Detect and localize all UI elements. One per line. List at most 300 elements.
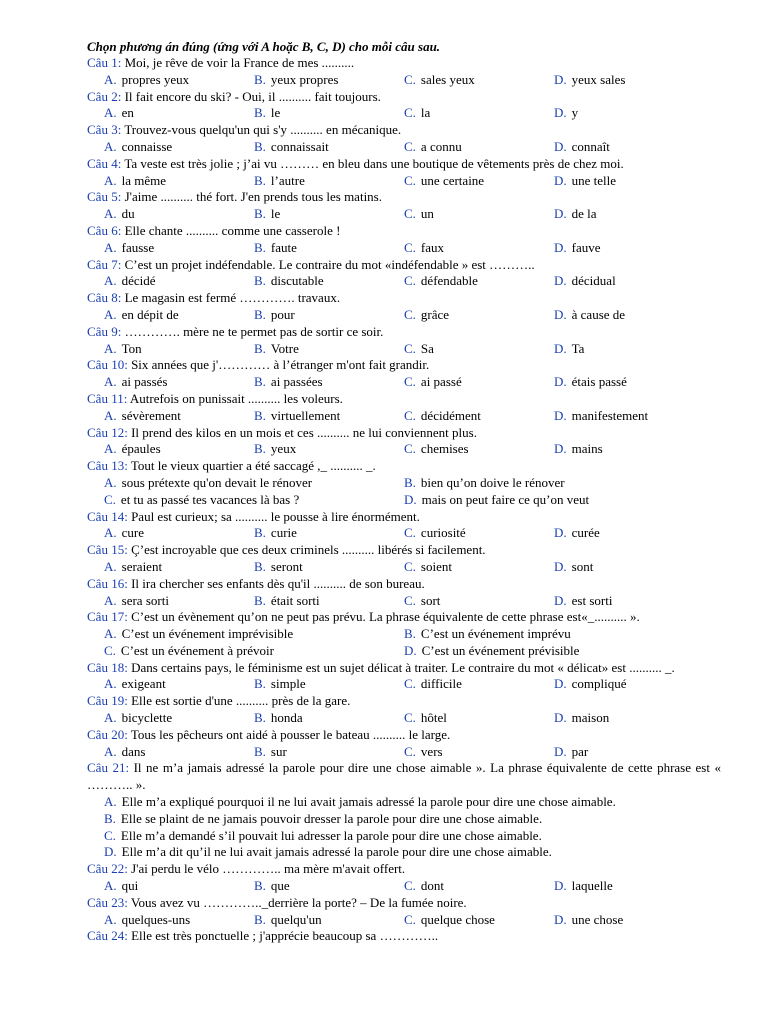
option-text: C’est un événement prévisible (421, 642, 580, 658)
option-text: quelqu'un (270, 911, 322, 927)
option-text: yeux propres (270, 71, 339, 87)
option-d[interactable] (554, 878, 613, 895)
option-text: curiosité (420, 525, 466, 541)
option-c[interactable] (104, 492, 404, 509)
question-text: Elle est très ponctuelle ; j'apprécie beaucoup sa ………….. (127, 928, 439, 944)
question-1 (87, 55, 721, 72)
question-text: Tout le vieux quartier a été saccagé ,_ .......... _. (127, 458, 376, 474)
option-c[interactable] (404, 273, 554, 290)
option-text: propres yeux (121, 71, 190, 87)
option-text: une telle (571, 172, 617, 188)
question-text: Le magasin est fermé …………. travaux. (121, 290, 341, 306)
question-number: Câu 10: (87, 357, 128, 373)
option-text: dont (420, 878, 445, 894)
option-letter: B. (254, 441, 266, 457)
option-d[interactable] (554, 206, 597, 223)
option-letter: C. (404, 407, 416, 423)
question-22 (87, 861, 721, 878)
option-text: compliqué (571, 676, 627, 692)
option-text: faute (270, 239, 297, 255)
option-text: connaissait (270, 138, 329, 154)
question-number: Câu 7: (87, 256, 122, 272)
option-b[interactable] (254, 105, 404, 122)
option-letter: D. (554, 374, 567, 390)
option-letter: B. (254, 374, 266, 390)
option-c[interactable] (404, 441, 554, 458)
question-11 (87, 391, 721, 408)
option-text: bicyclette (121, 710, 173, 726)
option-b[interactable] (254, 72, 404, 89)
option-text: dans (121, 743, 146, 759)
option-a[interactable] (104, 341, 254, 358)
option-letter: B. (254, 911, 266, 927)
option-d[interactable] (404, 492, 704, 509)
option-a[interactable] (104, 408, 254, 425)
option-text: décidual (571, 273, 616, 289)
option-text: sort (420, 592, 441, 608)
question-text: Trouvez-vous quelqu'un qui s'y .......... en mécanique. (121, 122, 402, 138)
option-a[interactable] (104, 139, 254, 156)
option-text: défendable (420, 273, 478, 289)
option-text: la même (121, 172, 167, 188)
option-letter: D. (554, 743, 567, 759)
question-18 (87, 660, 721, 677)
option-a[interactable] (104, 878, 254, 895)
option-d[interactable] (554, 408, 648, 425)
options-row (87, 878, 721, 895)
option-d[interactable] (554, 374, 627, 391)
question-number: Câu 20: (87, 726, 128, 742)
options-row (87, 206, 721, 223)
option-letter: D. (554, 441, 567, 457)
option-text: C’est un événement imprévu (420, 626, 571, 642)
option-c[interactable] (404, 341, 554, 358)
option-c[interactable] (404, 72, 554, 89)
question-text: Six années que j'………… à l’étranger m'ont fait grandir. (127, 357, 430, 373)
option-text: une certaine (420, 172, 485, 188)
option-text: a connu (420, 138, 462, 154)
option-text: simple (270, 676, 306, 692)
options-row (87, 559, 721, 576)
option-text: le (270, 206, 281, 222)
option-c[interactable] (404, 593, 554, 610)
option-letter: B. (254, 525, 266, 541)
option-text: sont (571, 558, 594, 574)
option-text: mains (571, 441, 603, 457)
option-letter: D. (554, 306, 567, 322)
option-c[interactable] (404, 139, 554, 156)
option-b[interactable] (404, 475, 704, 492)
option-d[interactable] (104, 844, 721, 861)
option-letter: D. (554, 525, 567, 541)
option-text: difficile (420, 676, 462, 692)
question-text: Vous avez vu ………….._derrière la porte? – De la fumée noire. (127, 894, 467, 910)
option-text: soient (420, 558, 452, 574)
options-row (87, 676, 721, 693)
question-3 (87, 122, 721, 139)
option-b[interactable] (254, 240, 404, 257)
question-23 (87, 895, 721, 912)
option-a[interactable] (104, 105, 254, 122)
option-letter: D. (104, 844, 117, 860)
option-letter: B. (254, 71, 266, 87)
option-a[interactable] (104, 273, 254, 290)
option-letter: B. (254, 105, 266, 121)
options-row (87, 643, 721, 660)
options-row (87, 72, 721, 89)
option-letter: B. (104, 810, 116, 826)
question-number: Câu 4: (87, 155, 122, 171)
question-number: Câu 16: (87, 575, 128, 591)
option-c[interactable] (404, 559, 554, 576)
question-20 (87, 727, 721, 744)
options-row (87, 626, 721, 643)
option-text: sera sorti (121, 592, 169, 608)
option-letter: D. (554, 105, 567, 121)
option-letter: C. (404, 743, 416, 759)
options-row (87, 744, 721, 761)
question-number: Câu 11: (87, 390, 128, 406)
option-a[interactable] (104, 307, 254, 324)
option-text: décidément (420, 407, 481, 423)
question-number: Câu 24: (87, 928, 128, 944)
option-text: seraient (121, 558, 163, 574)
option-text: étais passé (571, 374, 627, 390)
option-text: Votre (270, 340, 299, 356)
option-b[interactable] (254, 525, 404, 542)
option-a[interactable] (104, 475, 404, 492)
option-text: la (420, 105, 431, 121)
question-number: Câu 8: (87, 290, 122, 306)
option-text: cure (121, 525, 145, 541)
option-text: est sorti (571, 592, 613, 608)
option-text: par (571, 743, 589, 759)
option-b[interactable] (254, 374, 404, 391)
option-b[interactable] (404, 626, 704, 643)
option-text: virtuellement (270, 407, 341, 423)
option-a[interactable] (104, 240, 254, 257)
option-letter: C. (404, 676, 416, 692)
option-d[interactable] (554, 559, 593, 576)
option-a[interactable] (104, 173, 254, 190)
option-d[interactable] (554, 912, 623, 929)
option-c[interactable] (404, 105, 554, 122)
option-b[interactable] (254, 441, 404, 458)
option-d[interactable] (554, 139, 610, 156)
question-text: …………. mère ne te permet pas de sortir ce soir. (121, 323, 384, 339)
option-a[interactable] (104, 593, 254, 610)
options-row (87, 240, 721, 257)
option-text: ai passés (121, 374, 168, 390)
option-letter: D. (554, 407, 567, 423)
question-text: Il prend des kilos en un mois et ces .......... ne lui conviennent plus. (127, 424, 477, 440)
option-b[interactable] (254, 912, 404, 929)
options-row (87, 492, 721, 509)
option-b[interactable] (254, 341, 404, 358)
option-d[interactable] (554, 72, 625, 89)
option-text: décidé (121, 273, 156, 289)
question-number: Câu 2: (87, 88, 122, 104)
option-letter: C. (404, 172, 416, 188)
option-text: yeux (270, 441, 297, 457)
option-letter: D. (554, 239, 567, 255)
option-letter: B. (254, 407, 266, 423)
option-letter: C. (404, 105, 416, 121)
option-letter: A. (104, 105, 117, 121)
option-b[interactable] (254, 173, 404, 190)
question-text: Il fait encore du ski? - Oui, il .......... fait toujours. (121, 88, 381, 104)
question-number: Câu 19: (87, 693, 128, 709)
option-letter: D. (554, 71, 567, 87)
option-letter: D. (554, 206, 567, 222)
option-c[interactable] (104, 828, 721, 845)
option-text: Sa (420, 340, 434, 356)
question-text: Moi, je rêve de voir la France de mes .......... (121, 55, 355, 70)
option-letter: C. (404, 911, 416, 927)
option-d[interactable] (554, 525, 600, 542)
question-8 (87, 290, 721, 307)
option-c[interactable] (404, 206, 554, 223)
option-text: bien qu’on doive le rénover (420, 474, 565, 490)
option-text: connaisse (121, 138, 173, 154)
option-c[interactable] (104, 643, 404, 660)
option-text: curée (571, 525, 600, 541)
option-d[interactable] (404, 643, 704, 660)
option-letter: B. (254, 878, 266, 894)
option-a[interactable] (104, 676, 254, 693)
option-b[interactable] (104, 811, 721, 828)
options-row (87, 307, 721, 324)
question-number: Câu 23: (87, 894, 128, 910)
question-19 (87, 693, 721, 710)
instructions-title: Chọn phương án đúng (ứng với A hoặc B, C, D) cho mỗi câu sau. (87, 39, 441, 54)
option-letter: A. (104, 911, 117, 927)
option-a[interactable] (104, 912, 254, 929)
option-text: quelques-uns (121, 911, 191, 927)
option-d[interactable] (554, 173, 616, 190)
document (87, 38, 721, 945)
option-text: ai passées (270, 374, 323, 390)
options-row (87, 912, 721, 929)
option-b[interactable] (254, 878, 404, 895)
option-letter: D. (554, 710, 567, 726)
question-text: Il ira chercher ses enfants dès qu'il .......... de son bureau. (127, 575, 425, 591)
option-text: C’est un événement imprévisible (121, 626, 294, 642)
option-a[interactable] (104, 206, 254, 223)
option-text: sur (270, 743, 287, 759)
option-c[interactable] (404, 710, 554, 727)
option-text: de la (571, 206, 597, 222)
option-d[interactable] (554, 676, 627, 693)
option-letter: C. (104, 491, 116, 507)
option-d[interactable] (554, 273, 616, 290)
option-letter: D. (554, 911, 567, 927)
question-text: C’est un évènement qu’on ne peut pas prévu. La phrase équivalente de cette phrase est«_.......... ». (127, 609, 640, 625)
question-text: Il ne m’a jamais adressé la parole pour dire une chose aimable ». La phrase équivalente de cette phrase est « ……….. ». (87, 760, 721, 793)
option-letter: C. (404, 374, 416, 390)
question-number: Câu 13: (87, 458, 128, 474)
option-d[interactable] (554, 593, 612, 610)
option-text: pour (270, 306, 295, 322)
option-a[interactable] (104, 525, 254, 542)
option-text: Elle m’a expliqué pourquoi il ne lui avait jamais adressé la parole pour dire une chose aimable. (121, 794, 616, 810)
option-c[interactable] (404, 374, 554, 391)
option-b[interactable] (254, 408, 404, 425)
option-letter: B. (254, 558, 266, 574)
question-4 (87, 156, 721, 173)
option-letter: B. (254, 306, 266, 322)
option-a[interactable] (104, 626, 404, 643)
option-c[interactable] (404, 408, 554, 425)
option-a[interactable] (104, 72, 254, 89)
option-letter: C. (404, 558, 416, 574)
option-letter: A. (104, 676, 117, 692)
option-letter: A. (104, 592, 117, 608)
option-text: un (420, 206, 434, 222)
option-c[interactable] (404, 676, 554, 693)
option-a[interactable] (104, 744, 254, 761)
options-row (87, 341, 721, 358)
option-letter: A. (104, 878, 117, 894)
option-a[interactable] (104, 794, 721, 811)
option-c[interactable] (404, 878, 554, 895)
option-c[interactable] (404, 912, 554, 929)
question-text: Ç’est incroyable que ces deux criminels .......... libérés si facilement. (127, 542, 486, 558)
option-text: yeux sales (571, 71, 626, 87)
option-text: Ton (121, 340, 142, 356)
option-text: quelque chose (420, 911, 495, 927)
option-letter: A. (104, 626, 117, 642)
option-text: seront (270, 558, 303, 574)
option-text: fauve (571, 239, 601, 255)
option-text: maison (571, 710, 610, 726)
option-text: mais on peut faire ce qu’on veut (421, 491, 590, 507)
options-row (87, 593, 721, 610)
option-text: hôtel (420, 710, 447, 726)
option-b[interactable] (254, 744, 404, 761)
option-b[interactable] (254, 559, 404, 576)
option-letter: C. (104, 642, 116, 658)
option-letter: A. (104, 340, 117, 356)
option-text: C’est un événement à prévoir (120, 642, 274, 658)
option-d[interactable] (554, 105, 578, 122)
option-a[interactable] (104, 441, 254, 458)
option-text: fausse (121, 239, 155, 255)
option-d[interactable] (554, 710, 609, 727)
option-text: grâce (420, 306, 450, 322)
option-text: sévèrement (121, 407, 181, 423)
option-d[interactable] (554, 307, 625, 324)
option-b[interactable] (254, 139, 404, 156)
option-a[interactable] (104, 374, 254, 391)
question-number: Câu 21: (87, 760, 130, 776)
option-letter: A. (104, 71, 117, 87)
question-9 (87, 324, 721, 341)
question-14 (87, 509, 721, 526)
question-number: Câu 14: (87, 508, 128, 524)
option-d[interactable] (554, 744, 588, 761)
options-row (87, 105, 721, 122)
option-d[interactable] (554, 240, 601, 257)
option-letter: A. (104, 710, 117, 726)
option-d[interactable] (554, 441, 603, 458)
option-letter: B. (404, 474, 416, 490)
option-letter: B. (254, 710, 266, 726)
option-c[interactable] (404, 525, 554, 542)
option-letter: C. (404, 239, 416, 255)
option-text: ai passé (420, 374, 462, 390)
option-letter: C. (404, 525, 416, 541)
option-letter: B. (254, 239, 266, 255)
option-text: discutable (270, 273, 324, 289)
option-letter: A. (104, 138, 117, 154)
question-text: Tous les pêcheurs ont aidé à pousser le bateau .......... le large. (127, 726, 451, 742)
option-text: chemises (420, 441, 469, 457)
option-b[interactable] (254, 710, 404, 727)
option-letter: A. (104, 306, 117, 322)
option-letter: D. (404, 491, 417, 507)
option-b[interactable] (254, 206, 404, 223)
option-text: faux (420, 239, 445, 255)
option-b[interactable] (254, 593, 404, 610)
question-7 (87, 257, 721, 274)
question-15 (87, 542, 721, 559)
option-letter: C. (404, 878, 416, 894)
option-letter: D. (554, 592, 567, 608)
option-letter: B. (254, 206, 266, 222)
option-b[interactable] (254, 307, 404, 324)
option-text: Elle se plaint de ne jamais pouvoir dresser la parole pour dire une chose aimable. (120, 810, 543, 826)
option-c[interactable] (404, 173, 554, 190)
options-row (87, 139, 721, 156)
option-letter: A. (104, 474, 117, 490)
option-letter: A. (104, 374, 117, 390)
option-b[interactable] (254, 676, 404, 693)
option-text: laquelle (571, 878, 613, 894)
question-text: Ta veste est très jolie ; j’ai vu ……… en bleu dans une boutique de vêtements près de chez moi. (121, 155, 624, 171)
option-d[interactable] (554, 341, 584, 358)
option-a[interactable] (104, 710, 254, 727)
option-letter: D. (404, 642, 417, 658)
option-text: vers (420, 743, 443, 759)
question-number: Câu 15: (87, 542, 128, 558)
option-text: était sorti (270, 592, 320, 608)
question-5 (87, 189, 721, 206)
option-letter: D. (554, 172, 567, 188)
question-2 (87, 89, 721, 106)
option-c[interactable] (404, 240, 554, 257)
question-list (87, 55, 721, 945)
option-text: y (571, 105, 579, 121)
option-letter: A. (104, 558, 117, 574)
options-stack (87, 794, 721, 861)
option-letter: D. (554, 138, 567, 154)
option-c[interactable] (404, 307, 554, 324)
options-row (87, 525, 721, 542)
option-text: une chose (571, 911, 624, 927)
option-letter: C. (404, 306, 416, 322)
option-b[interactable] (254, 273, 404, 290)
option-text: qui (121, 878, 139, 894)
option-c[interactable] (404, 744, 554, 761)
option-a[interactable] (104, 559, 254, 576)
question-text: J'aime .......... thé fort. J'en prends tous les matins. (121, 189, 382, 205)
option-letter: D. (554, 340, 567, 356)
question-17 (87, 609, 721, 626)
option-text: épaules (121, 441, 161, 457)
option-text: curie (270, 525, 297, 541)
question-text: C’est un projet indéfendable. Le contraire du mot «indéfendable » est ……….. (121, 256, 535, 272)
